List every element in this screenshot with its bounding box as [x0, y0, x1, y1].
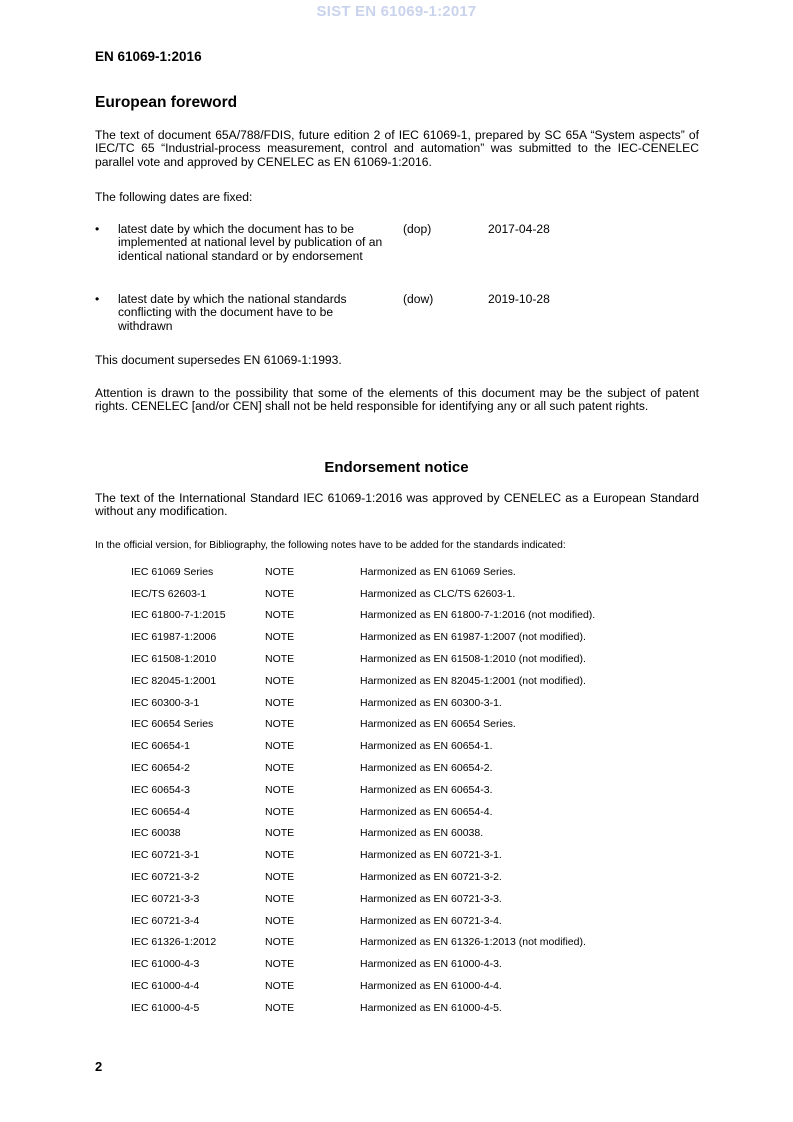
- note-label-cell: NOTE: [265, 783, 295, 796]
- table-row: [131, 561, 595, 583]
- standard-cell: IEC 61000-4-5: [131, 1001, 200, 1014]
- standard-cell: IEC 61800-7-1:2015: [131, 609, 226, 622]
- table-row: [131, 953, 595, 975]
- note-label-cell: NOTE: [265, 980, 295, 993]
- harmonized-cell: Harmonized as EN 61508-1:2010 (not modified).: [360, 653, 586, 666]
- table-row: [131, 757, 595, 779]
- standard-cell: IEC 60038: [131, 827, 181, 840]
- harmonized-cell: Harmonized as EN 61000-4-3.: [360, 958, 502, 971]
- harmonized-cell: Harmonized as EN 61326-1:2013 (not modified).: [360, 936, 586, 949]
- table-row: [131, 844, 595, 866]
- note-label-cell: NOTE: [265, 740, 295, 753]
- standard-cell: IEC 60654-2: [131, 762, 190, 775]
- bullet: •: [95, 292, 100, 306]
- table-row: [131, 997, 595, 1019]
- harmonized-cell: Harmonized as EN 60721-3-3.: [360, 892, 502, 905]
- harmonized-cell: Harmonized as EN 61069 Series.: [360, 565, 516, 578]
- note-label-cell: NOTE: [265, 762, 295, 775]
- standard-cell: IEC 60721-3-4: [131, 914, 200, 927]
- table-row: [131, 735, 595, 757]
- standard-cell: IEC 60654 Series: [131, 718, 214, 731]
- date-item-text: latest date by which the document has to be implemented at national level by publication of an identical national standard or by endorsement: [118, 222, 383, 263]
- table-row: [131, 975, 595, 997]
- table-row: [131, 932, 595, 954]
- foreword-intro: The text of document 65A/788/FDIS, future edition 2 of IEC 61069-1, prepared by SC 65A “System aspects” of IEC/TC 65 “Industrial-process measurement, control and automation” was submitted to the IEC-CENELEC parallel vote and approved by CENELEC as EN 61069-1:2016.: [95, 128, 699, 169]
- note-label-cell: NOTE: [265, 1001, 295, 1014]
- document-id: EN 61069-1:2016: [95, 49, 202, 64]
- note-label-cell: NOTE: [265, 827, 295, 840]
- note-label-cell: NOTE: [265, 958, 295, 971]
- dates-intro: The following dates are fixed:: [95, 190, 253, 204]
- harmonized-cell: Harmonized as EN 60654-3.: [360, 783, 493, 796]
- bullet: •: [95, 222, 100, 236]
- note-label-cell: NOTE: [265, 674, 295, 687]
- harmonized-cell: Harmonized as EN 61000-4-5.: [360, 1001, 502, 1014]
- standard-cell: IEC 60721-3-1: [131, 849, 200, 862]
- attention-text: Attention is drawn to the possibility that some of the elements of this document may be the subject of patent rights. CENELEC [and/or CEN] shall not be held responsible for identifying any or all such patent rights.: [95, 386, 699, 414]
- standard-cell: IEC 61000-4-3: [131, 958, 200, 971]
- date-item-date: 2017-04-28: [488, 222, 550, 236]
- note-label-cell: NOTE: [265, 696, 295, 709]
- watermark: SIST EN 61069-1:2017: [316, 3, 477, 20]
- standard-cell: IEC 61069 Series: [131, 565, 214, 578]
- table-row: [131, 714, 595, 736]
- table-row: [131, 692, 595, 714]
- note-label-cell: NOTE: [265, 936, 295, 949]
- table-row: [131, 670, 595, 692]
- harmonized-cell: Harmonized as CLC/TS 62603-1.: [360, 587, 516, 600]
- table-row: [131, 888, 595, 910]
- page-number: 2: [95, 1059, 103, 1074]
- standard-cell: IEC 60721-3-2: [131, 871, 200, 884]
- table-row: [131, 801, 595, 823]
- date-item-code: (dop): [403, 222, 432, 236]
- table-row: [131, 626, 595, 648]
- standard-cell: IEC/TS 62603-1: [131, 587, 207, 600]
- harmonized-cell: Harmonized as EN 60721-3-1.: [360, 849, 502, 862]
- harmonized-cell: Harmonized as EN 61000-4-4.: [360, 980, 502, 993]
- endorsement-text: The text of the International Standard IEC 61069-1:2016 was approved by CENELEC as a European Standard without any modification.: [95, 491, 699, 519]
- harmonized-cell: Harmonized as EN 60300-3-1.: [360, 696, 502, 709]
- bibliography-notes-table: [131, 561, 595, 1019]
- harmonized-cell: Harmonized as EN 60721-3-2.: [360, 871, 502, 884]
- harmonized-cell: Harmonized as EN 82045-1:2001 (not modified).: [360, 674, 586, 687]
- table-row: [131, 605, 595, 627]
- note-label-cell: NOTE: [265, 609, 295, 622]
- bibliography-intro: In the official version, for Bibliography, the following notes have to be added for the standards indicated:: [95, 540, 566, 551]
- standard-cell: IEC 60721-3-3: [131, 892, 200, 905]
- table-row: [131, 823, 595, 845]
- harmonized-cell: Harmonized as EN 60654-1.: [360, 740, 493, 753]
- table-row: [131, 866, 595, 888]
- table-row: [131, 910, 595, 932]
- table-row: [131, 583, 595, 605]
- note-label-cell: NOTE: [265, 805, 295, 818]
- foreword-heading: European foreword: [95, 94, 238, 111]
- standard-cell: IEC 82045-1:2001: [131, 674, 217, 687]
- standard-cell: IEC 61000-4-4: [131, 980, 200, 993]
- table-row: [131, 779, 595, 801]
- harmonized-cell: Harmonized as EN 61800-7-1:2016 (not modified).: [360, 609, 596, 622]
- note-label-cell: NOTE: [265, 914, 295, 927]
- harmonized-cell: Harmonized as EN 61987-1:2007 (not modified).: [360, 631, 586, 644]
- note-label-cell: NOTE: [265, 871, 295, 884]
- note-label-cell: NOTE: [265, 631, 295, 644]
- date-item-code: (dow): [403, 292, 434, 306]
- harmonized-cell: Harmonized as EN 60038.: [360, 827, 484, 840]
- harmonized-cell: Harmonized as EN 60721-3-4.: [360, 914, 502, 927]
- harmonized-cell: Harmonized as EN 60654-2.: [360, 762, 493, 775]
- harmonized-cell: Harmonized as EN 60654 Series.: [360, 718, 516, 731]
- date-item-date: 2019-10-28: [488, 292, 550, 306]
- supersedes-text: This document supersedes EN 61069-1:1993.: [95, 353, 342, 367]
- table-row: [131, 648, 595, 670]
- standard-cell: IEC 61326-1:2012: [131, 936, 217, 949]
- standard-cell: IEC 60300-3-1: [131, 696, 200, 709]
- date-item-text: latest date by which the national standards conflicting with the document have to be withdrawn: [118, 292, 347, 333]
- standard-cell: IEC 60654-3: [131, 783, 190, 796]
- note-label-cell: NOTE: [265, 587, 295, 600]
- note-label-cell: NOTE: [265, 849, 295, 862]
- standard-cell: IEC 60654-1: [131, 740, 190, 753]
- note-label-cell: NOTE: [265, 718, 295, 731]
- standard-cell: IEC 60654-4: [131, 805, 190, 818]
- harmonized-cell: Harmonized as EN 60654-4.: [360, 805, 493, 818]
- note-label-cell: NOTE: [265, 565, 295, 578]
- note-label-cell: NOTE: [265, 892, 295, 905]
- standard-cell: IEC 61508-1:2010: [131, 653, 217, 666]
- standard-cell: IEC 61987-1:2006: [131, 631, 217, 644]
- endorsement-heading: Endorsement notice: [324, 459, 469, 476]
- note-label-cell: NOTE: [265, 653, 295, 666]
